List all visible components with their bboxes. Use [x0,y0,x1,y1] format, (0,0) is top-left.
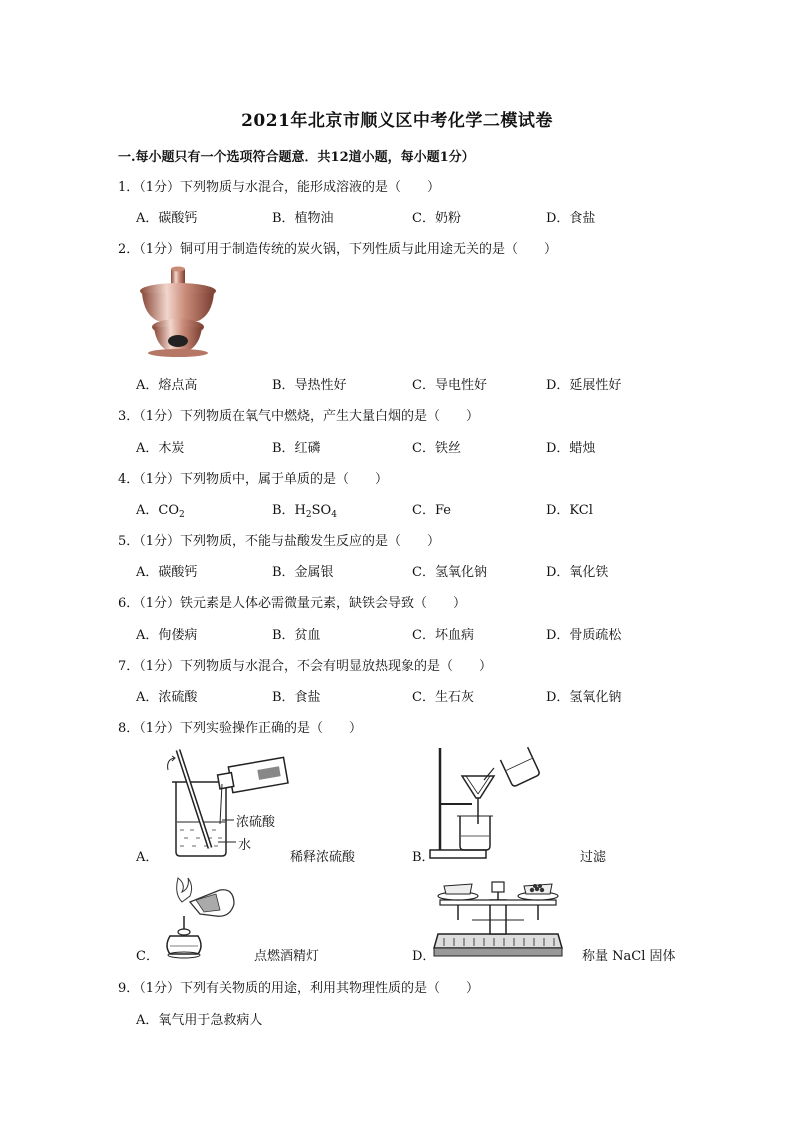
option-b-subscript-2: 4 [331,510,337,520]
option-b-subscript: 2 [305,510,312,520]
section-heading: 一.每小题只有一个选项符合题意．共12道小题，每小题1分） [118,150,475,165]
option-c[interactable]: C．导电性好 [412,378,487,393]
option-b-caption: 过滤 [580,850,607,865]
option-c[interactable]: C．氢氧化钠 [412,565,487,580]
question-1-stem: 1．（1分）下列物质与水混合，能形成溶液的是（ ） [118,180,441,195]
option-a-prefix: A．CO [136,503,179,518]
question-1-options [136,207,696,227]
option-b-label[interactable]: B． [412,850,435,865]
option-b[interactable]: B．红磷 [272,441,321,456]
option-b[interactable] [272,499,337,520]
option-d[interactable]: D．蜡烛 [546,441,596,456]
option-c-label[interactable]: C． [136,949,159,964]
water-tag: 水 [238,838,252,853]
option-a[interactable]: A．浓硫酸 [136,690,198,705]
option-b-mid: SO [311,503,332,518]
exam-title: 2021年北京市顺义区中考化学二模试卷 [241,111,553,131]
option-c[interactable]: C．铁丝 [412,441,461,456]
question-3-stem: 3．（1分）下列物质在氧气中燃烧，产生大量白烟的是（ ） [118,409,480,424]
question-4-options [136,499,696,519]
question-9-stem: 9．（1分）下列有关物质的用途，利用其物理性质的是（ ） [118,981,480,996]
option-d[interactable]: D．延展性好 [546,378,622,393]
option-a-caption: 稀释浓硫酸 [290,850,356,865]
option-d[interactable]: D．骨质疏松 [546,628,622,643]
option-d[interactable]: D．KCl [546,503,593,518]
option-a-label[interactable]: A． [136,850,159,865]
option-c[interactable]: C．奶粉 [412,211,461,226]
option-a[interactable]: A．氧气用于急救病人 [136,1013,263,1028]
option-c[interactable]: C．坏血病 [412,628,474,643]
option-b[interactable]: B．食盐 [272,690,321,705]
option-b[interactable]: B．金属银 [272,565,334,580]
question-6-stem: 6．（1分）铁元素是人体必需微量元素，缺铁会导致（ ） [118,596,467,611]
option-d-caption: 称量 NaCl 固体 [582,949,676,964]
question-6-options [136,624,696,644]
question-9-options [136,1009,696,1029]
option-a-subscript: 2 [179,510,185,520]
option-a[interactable]: A．熔点高 [136,378,198,393]
option-d[interactable]: D．氢氧化钠 [546,690,622,705]
copper-hotpot-image [138,265,218,357]
balance-scale-illustration [432,876,564,960]
option-b[interactable]: B．导热性好 [272,378,347,393]
option-c[interactable]: C．生石灰 [412,690,474,705]
option-c[interactable]: C．Fe [412,503,451,518]
question-4-stem: 4．（1分）下列物质中，属于单质的是（ ） [118,472,389,487]
option-a[interactable]: A．木炭 [136,441,185,456]
question-3-options [136,437,696,457]
question-7-options [136,686,696,706]
question-2-options [136,374,696,394]
option-b[interactable]: B．贫血 [272,628,321,643]
option-a[interactable]: A．碳酸钙 [136,211,198,226]
option-d-label[interactable]: D． [412,949,436,964]
acid-tag: 浓硫酸 [236,815,276,830]
option-a[interactable]: A．碳酸钙 [136,565,198,580]
alcohol-lamp-illustration [160,874,240,960]
question-7-stem: 7．（1分）下列物质与水混合，不会有明显放热现象的是（ ） [118,659,493,674]
option-a[interactable] [136,499,185,520]
option-b-prefix: B．H [272,503,306,518]
question-5-stem: 5．（1分）下列物质，不能与盐酸发生反应的是（ ） [118,534,441,549]
question-2-stem: 2．（1分）铜可用于制造传统的炭火锅，下列性质与此用途无关的是（ ） [118,242,558,257]
option-c-caption: 点燃酒精灯 [254,949,320,964]
option-b[interactable]: B．植物油 [272,211,334,226]
filtration-illustration [424,746,544,862]
option-d[interactable]: D．食盐 [546,211,596,226]
question-8-stem: 8．（1分）下列实验操作正确的是（ ） [118,721,363,736]
option-d[interactable]: D．氧化铁 [546,565,609,580]
diluting-acid-illustration [158,748,290,860]
question-5-options [136,561,696,581]
option-a[interactable]: A．佝偻病 [136,628,198,643]
